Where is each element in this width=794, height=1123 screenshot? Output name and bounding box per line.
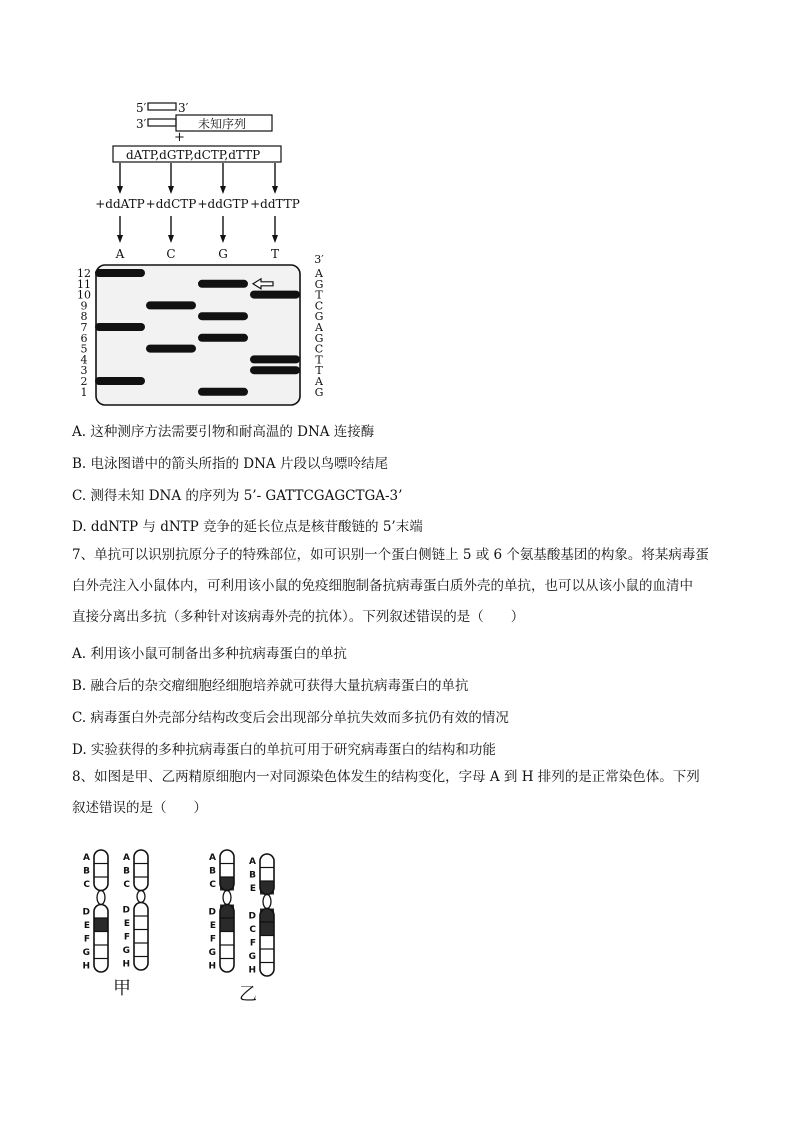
chromosome-letter: B [249,870,256,881]
read-sequence-labels [314,253,324,399]
read-sequence-letter: G [314,310,324,324]
chromosome-arm [94,850,108,891]
plus-sign: + [174,130,185,145]
arrow-head [168,235,174,243]
chromosome-arm [134,903,148,971]
gel-band [250,291,300,299]
chromosome-letter: E [209,921,216,932]
chromosome-arm [94,905,108,973]
centromere [137,891,145,903]
primer-3-label: 3′ [178,101,189,115]
chromosome-letter: H [82,961,90,972]
reaction-arrows [95,163,300,243]
band-position-label: 10 [77,288,91,302]
chromosome-letter: A [249,857,256,868]
dna-sequencing-figure [77,95,340,407]
reaction-label: +ddTTP [250,197,300,211]
chromosome-letter: C [123,880,130,891]
chromosome-letter: C [249,925,256,936]
lane-label: T [270,247,280,261]
chromosome-letter: B [83,866,90,877]
reaction-label: +ddATP [95,197,145,211]
read-sequence-letter: T [315,288,323,302]
band-position-label: 4 [80,353,88,367]
chromosome-letter: H [208,961,216,972]
chromosome-letter: C [209,880,216,891]
chromosome-letter: E [83,921,90,932]
q7-stem-line: 直接分离出多抗（多种针对该病毒外壳的抗体）。下列叙述错误的是（ ） [72,609,525,625]
gel-band [198,388,248,396]
template-3-label: 3′ [136,117,147,131]
q8-stem [72,762,732,824]
chromosome-letter: E [123,919,130,930]
gel-band [198,312,248,320]
q6-option-a: A. 这种测序方法需要引物和耐高温的 DNA 连接酶 [72,424,375,440]
read-sequence-letter: T [315,353,323,367]
chromosome-yi-right [248,854,274,976]
arrow-head [220,235,226,243]
read-sequence-letter: 3′ [314,253,324,266]
q7-option-a: A. 利用该小鼠可制备出多种抗病毒蛋白的单抗 [72,646,347,662]
gel-band [95,377,145,385]
arrow-head [272,186,278,194]
reaction-label: +ddGTP [197,197,249,211]
band-position-label: 1 [80,385,88,399]
band-position-labels [77,267,91,399]
gel-band [250,366,300,374]
gel-band [146,345,196,353]
chromosome-letter: F [123,932,130,943]
reaction-label: +ddCTP [145,197,197,211]
chromosome-letter: F [83,934,90,945]
chromosome-arm [134,850,148,891]
q7-option-d: D. 实验获得的多种抗病毒蛋白的单抗可用于研究病毒蛋白的结构和功能 [72,742,496,758]
gel-band [198,334,248,342]
arrow-head [272,235,278,243]
q7-stem-line: 7、单抗可以识别抗原分子的特殊部位，如可识别一个蛋白侧链上 5 或 6 个氨基酸基团的构象。将某病毒蛋 [72,547,709,563]
template-known-strand [148,119,176,126]
chromosome-jia-right [122,850,148,970]
read-sequence-letter: C [314,342,324,356]
arrow-head [168,186,174,194]
chromosome-letter: H [122,959,130,970]
band-position-label: 9 [80,299,88,313]
q7-option-c: C. 病毒蛋白外壳部分结构改变后会出现部分单抗失效而多抗仍有效的情况 [72,710,509,726]
lane-label: C [166,247,176,261]
arrow-head [117,235,123,243]
chromosome-letter: D [122,905,130,916]
chromosome-segment [260,922,274,936]
q8-stem-line: 8、如图是甲、乙两精原细胞内一对同源染色体发生的结构变化，字母 A 到 H 排列的是正常染色体。下列 [72,769,700,785]
q6-option-d: D. ddNTP 与 dNTP 竞争的延长位点是核苷酸链的 5’末端 [72,519,423,535]
read-sequence-letter: C [314,299,324,313]
jia-label: 甲 [113,978,131,999]
q7-stem-line: 白外壳注入小鼠体内，可利用该小鼠的免疫细胞制备抗病毒蛋白质外壳的单抗，也可以从该小鼠的血清中 [72,578,693,594]
chromosome-jia-left [82,850,108,972]
arrow-head [220,186,226,194]
lane-label: G [218,247,228,261]
read-sequence-letter: G [314,385,324,399]
read-sequence-letter: A [315,267,323,280]
chromosome-letter: A [123,853,130,864]
chromosome-letter: G [248,952,256,963]
centromere [97,891,105,905]
q7-option-b: B. 融合后的杂交瘤细胞经细胞培养就可获得大量抗病毒蛋白的单抗 [72,678,469,694]
read-sequence-letter: A [315,321,323,334]
primer-5-label: 5′ [136,101,147,115]
unknown-sequence-label: 未知序列 [198,117,247,131]
centromere [263,895,271,909]
arrow-head [117,186,123,194]
chromosome-letter: D [82,907,90,918]
yi-label: 乙 [239,984,257,1005]
chromosome-letter: G [208,948,216,959]
chromosome-letter: D [248,911,256,922]
band-position-label: 8 [80,310,88,324]
chromosome-letter: A [83,853,90,864]
band-position-label: 12 [77,267,91,280]
read-sequence-letter: A [315,375,323,388]
q6-option-c: C. 测得未知 DNA 的序列为 5’- GATTCGAGCTGA-3’ [72,488,403,504]
chromosome-letter: F [209,934,216,945]
chromosome-letter: G [82,948,90,959]
gel-band [198,280,248,288]
chromosome-letter: B [123,866,130,877]
dntp-label: dATP,dGTP,dCTP,dTTP [126,148,261,162]
gel-band [250,355,300,363]
chromosome-yi-left [208,850,234,972]
chromosome-letter: G [122,946,130,957]
band-position-label: 3 [80,364,88,378]
lane-labels [115,247,279,261]
band-position-label: 5 [80,342,88,356]
band-position-label: 11 [77,277,91,291]
primer-strand [148,103,176,110]
q8-stem-line: 叙述错误的是（ ） [72,800,207,816]
read-sequence-letter: T [315,364,323,378]
q6-option-b: B. 电泳图谱中的箭头所指的 DNA 片段以鸟嘌呤结尾 [72,456,388,472]
chromosome-letter: A [209,853,216,864]
chromosome-figure [76,842,296,1005]
lane-label: A [115,247,125,261]
chromosome-letter: F [249,938,256,949]
band-position-label: 6 [80,331,88,345]
gel-band [95,269,145,277]
chromosome-letter: C [83,880,90,891]
chromosome-segment [220,918,234,932]
chromosome-letter: H [248,965,256,976]
chromosome-segment [94,918,108,932]
band-position-label: 7 [80,321,88,334]
read-sequence-letter: G [314,277,324,291]
gel-band [146,301,196,309]
q7-stem [72,540,732,633]
chromosome-letter: D [208,907,216,918]
read-sequence-letter: G [314,331,324,345]
centromere [223,891,231,905]
band-position-label: 2 [80,375,88,388]
gel-band [95,323,145,331]
chromosome-letter: E [249,884,256,895]
chromosome-letter: B [209,866,216,877]
